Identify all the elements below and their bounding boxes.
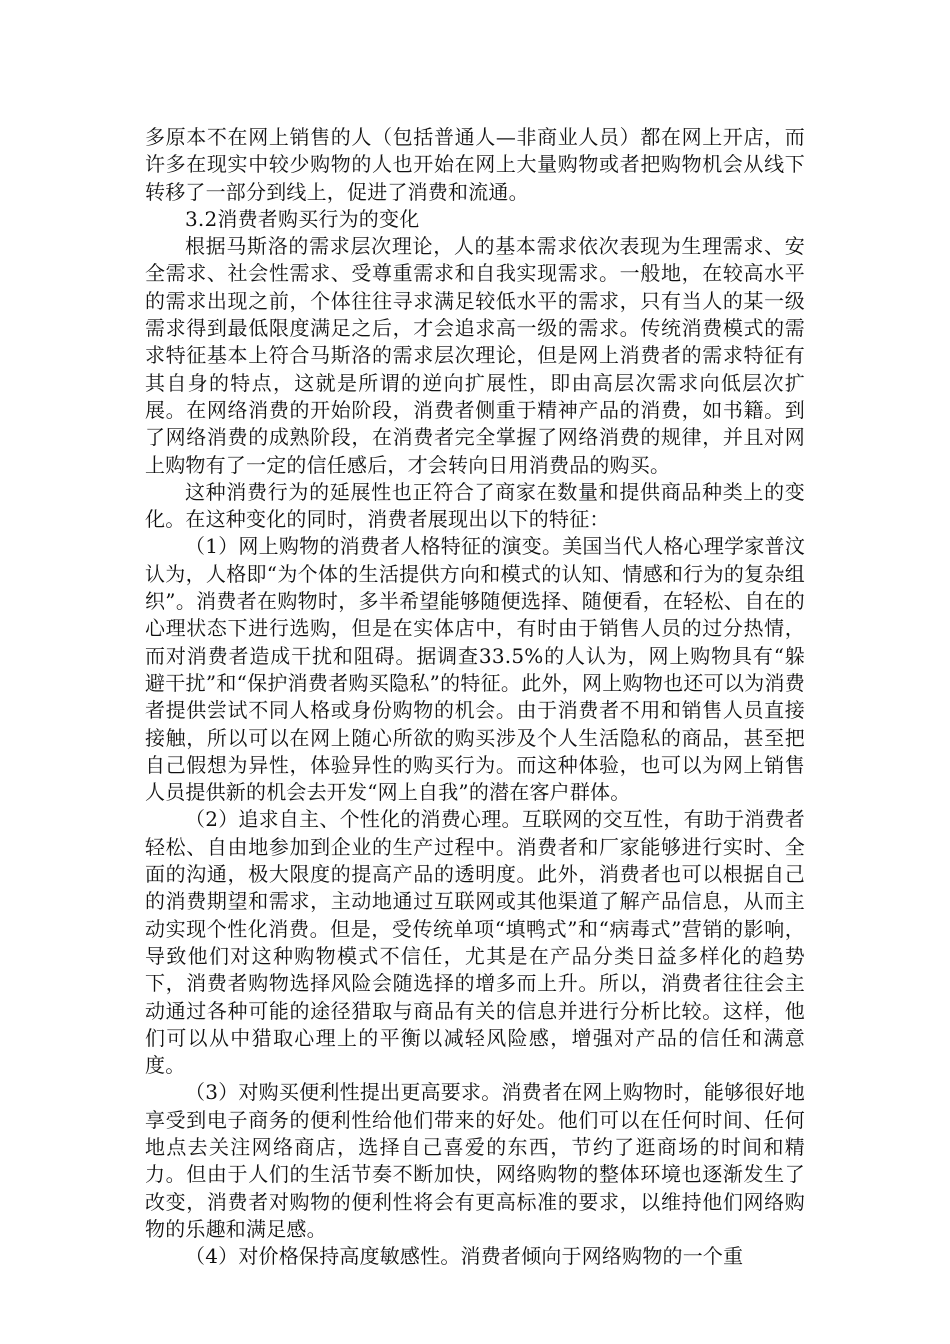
section-heading: 3.2消费者购买行为的变化 <box>185 206 420 231</box>
list-item-paragraph: （3）对购买便利性提出更高要求。消费者在网上购物时，能够很好地享受到电子商务的便利性给他们带来的好处。他们可以在任何时间、任何地点去关注网络商店，选择自己喜爱的东西，节约了逛商场的时间和精力。但由于人们的生活节奏不断加快，网络购物的整体环境也逐渐发生了改变，消费者对购物的便利性将会有更高标准的要求，以维持他们网络购物的乐趣和满足感。 <box>145 1080 805 1241</box>
body-paragraph: 这种消费行为的延展性也正符合了商家在数量和提供商品种类上的变化。在这种变化的同时，消费者展现出以下的特征： <box>145 479 805 532</box>
list-item-paragraph: （4）对价格保持高度敏感性。消费者倾向于网络购物的一个重 <box>185 1244 744 1269</box>
list-item-paragraph: （2）追求自主、个性化的消费心理。互联网的交互性，有助于消费者轻松、自由地参加到企业的生产过程中。消费者和厂家能够进行实时、全面的沟通，极大限度的提高产品的透明度。此外，消费者也可以根据自己的消费期望和需求，主动地通过互联网或其他渠道了解产品信息，从而主动实现个性化消费。但是，受传统单项“填鸭式”和“病毒式”营销的影响，导致他们对这种购物模式不信任，尤其是在产品分类日益多样化的趋势下，消费者购物选择风险会随选择的增多而上升。所以，消费者往往会主动通过各种可能的途径猎取与商品有关的信息并进行分析比较。这样，他们可以从中猎取心理上的平衡以减轻风险感，增强对产品的信任和满意度。 <box>145 807 805 1078</box>
list-item-paragraph: （1）网上购物的消费者人格特征的演变。美国当代人格心理学家普汶认为，人格即“为个体的生活提供方向和模式的认知、情感和行为的复杂组织”。消费者在购物时，多半希望能够随便选择、随便看，在轻松、自在的心理状态下进行选购，但是在实体店中，有时由于销售人员的过分热情，而对消费者造成干扰和阻碍。据调查33.5%的人认为，网上购物具有“躲避干扰”和“保护消费者购买隐私”的特征。此外，网上购物也还可以为消费者提供尝试不同人格或身份购物的机会。由于消费者不用和销售人员直接接触，所以可以在网上随心所欲的购买涉及个人生活隐私的商品，甚至把自己假想为异性，体验异性的购买行为。而这种体验，也可以为网上销售人员提供新的机会去开发“网上自我”的潜在客户群体。 <box>145 534 805 805</box>
continuation-paragraph: 多原本不在网上销售的人（包括普通人—非商业人员）都在网上开店，而许多在现实中较少购物的人也开始在网上大量购物或者把购物机会从线下转移了一部分到线上，促进了消费和流通。 <box>145 125 805 204</box>
document-body <box>145 124 805 1270</box>
body-paragraph: 根据马斯洛的需求层次理论，人的基本需求依次表现为生理需求、安全需求、社会性需求、受尊重需求和自我实现需求。一般地，在较高水平的需求出现之前，个体往往寻求满足较低水平的需求，只有当人的某一级需求得到最低限度满足之后，才会追求高一级的需求。传统消费模式的需求特征基本上符合马斯洛的需求层次理论，但是网上消费者的需求特征有其自身的特点，这就是所谓的逆向扩展性，即由高层次需求向低层次扩展。在网络消费的开始阶段，消费者侧重于精神产品的消费，如书籍。到了网络消费的成熟阶段，在消费者完全掌握了网络消费的规律，并且对网上购物有了一定的信任感后，才会转向日用消费品的购买。 <box>145 234 805 477</box>
